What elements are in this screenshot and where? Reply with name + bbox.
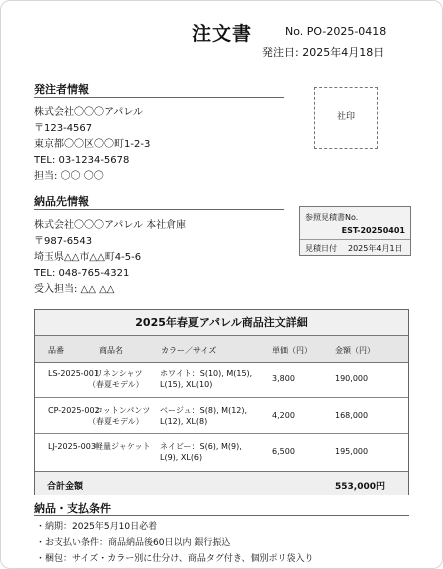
order-date: 発注日: 2025年4月18日 [262,46,385,59]
header-item-code: 品番 [48,346,64,355]
orderer-company: 株式会社〇〇〇アパレル [34,107,143,118]
row-color-size-cont: L(15), XL(10) [160,380,213,389]
table-row [35,365,408,401]
delivery-postal-code: 〒987-6543 [34,236,93,247]
orderer-heading-rule [34,97,284,98]
delivery-phone: TEL: 048-765-4321 [34,268,130,279]
terms-heading: 納品・支払条件 [34,502,111,515]
row-color-size: ベージュ：S(8), M(12), [160,406,248,415]
orderer-phone: TEL: 03-1234-5678 [34,155,130,166]
document-title: 注文書 [192,23,253,45]
orderer-address: 東京都〇〇区〇〇町1-2-3 [34,139,151,150]
terms-heading-rule [34,515,409,516]
total-label: 合計金額 [47,482,84,492]
delivery-address: 埼玉県△△市△△町4-5-6 [34,252,142,263]
row-product-name: 軽量ジャケット [95,442,151,451]
total-row [35,471,408,495]
delivery-contact: 受入担当: △△ △△ [34,284,115,295]
row-product-name-sub: （春夏モデル） [88,417,144,426]
row-amount: 190,000 [335,374,369,383]
row-divider [35,433,408,434]
row-unit-price: 4,200 [272,411,295,420]
header-unit-price: 単価（円） [272,346,312,355]
table-header-row [35,336,408,363]
header-amount: 金額（円） [335,346,375,355]
table-row [35,438,408,474]
row-item-code: CP-2025-002 [48,406,100,415]
terms-payment: ・お支払い条件：商品納品後60日以内 銀行振込 [36,538,231,548]
reference-estimate-box [299,206,411,256]
terms-packing: ・梱包：サイズ・カラー別に仕分け、商品タグ付き、個別ポリ袋入り [36,554,314,564]
row-item-code: LS-2025-001 [48,369,99,378]
orderer-heading: 発注者情報 [34,83,89,96]
order-details-table [34,309,409,495]
row-color-size: ホワイト：S(10), M(15), [160,369,253,378]
terms-delivery-deadline: ・納期：2025年5月10日必着 [36,522,158,532]
company-seal-label: 社印 [336,112,355,122]
reference-date-label: 見積日付 [305,244,337,253]
delivery-heading: 納品先情報 [34,195,89,208]
reference-estimate-number: EST-20250401 [341,226,405,235]
document-number: No. PO-2025-0418 [285,25,387,38]
row-product-name-sub: （春夏モデル） [88,380,144,389]
orderer-contact: 担当: 〇〇 〇〇 [34,171,104,182]
reference-date-value: 2025年4月1日 [348,244,403,253]
reference-estimate-title: 参照見積書No. [305,213,359,222]
row-unit-price: 6,500 [272,447,295,456]
table-title: 2025年春夏アパレル商品注文詳細 [35,310,408,336]
orderer-postal-code: 〒123-4567 [34,123,93,134]
row-color-size-cont: L(9), XL(6) [160,453,203,462]
row-product-name: リネンシャツ [95,369,143,378]
row-unit-price: 3,800 [272,374,295,383]
row-color-size-cont: L(12), XL(8) [160,417,208,426]
total-value: 553,000円 [335,482,385,492]
header-color-size: カラー／サイズ [161,346,217,355]
row-color-size: ネイビー：S(6), M(9), [160,442,242,451]
row-product-name: コットンパンツ [95,406,151,415]
row-divider [35,397,408,398]
header-product-name: 商品名 [99,346,123,355]
row-amount: 195,000 [335,447,369,456]
delivery-heading-rule [34,209,284,210]
reference-divider [300,239,410,240]
delivery-company: 株式会社〇〇〇アパレル 本社倉庫 [34,220,187,231]
company-seal-box [314,87,378,149]
row-item-code: LJ-2025-003 [48,442,96,451]
row-amount: 168,000 [335,411,369,420]
